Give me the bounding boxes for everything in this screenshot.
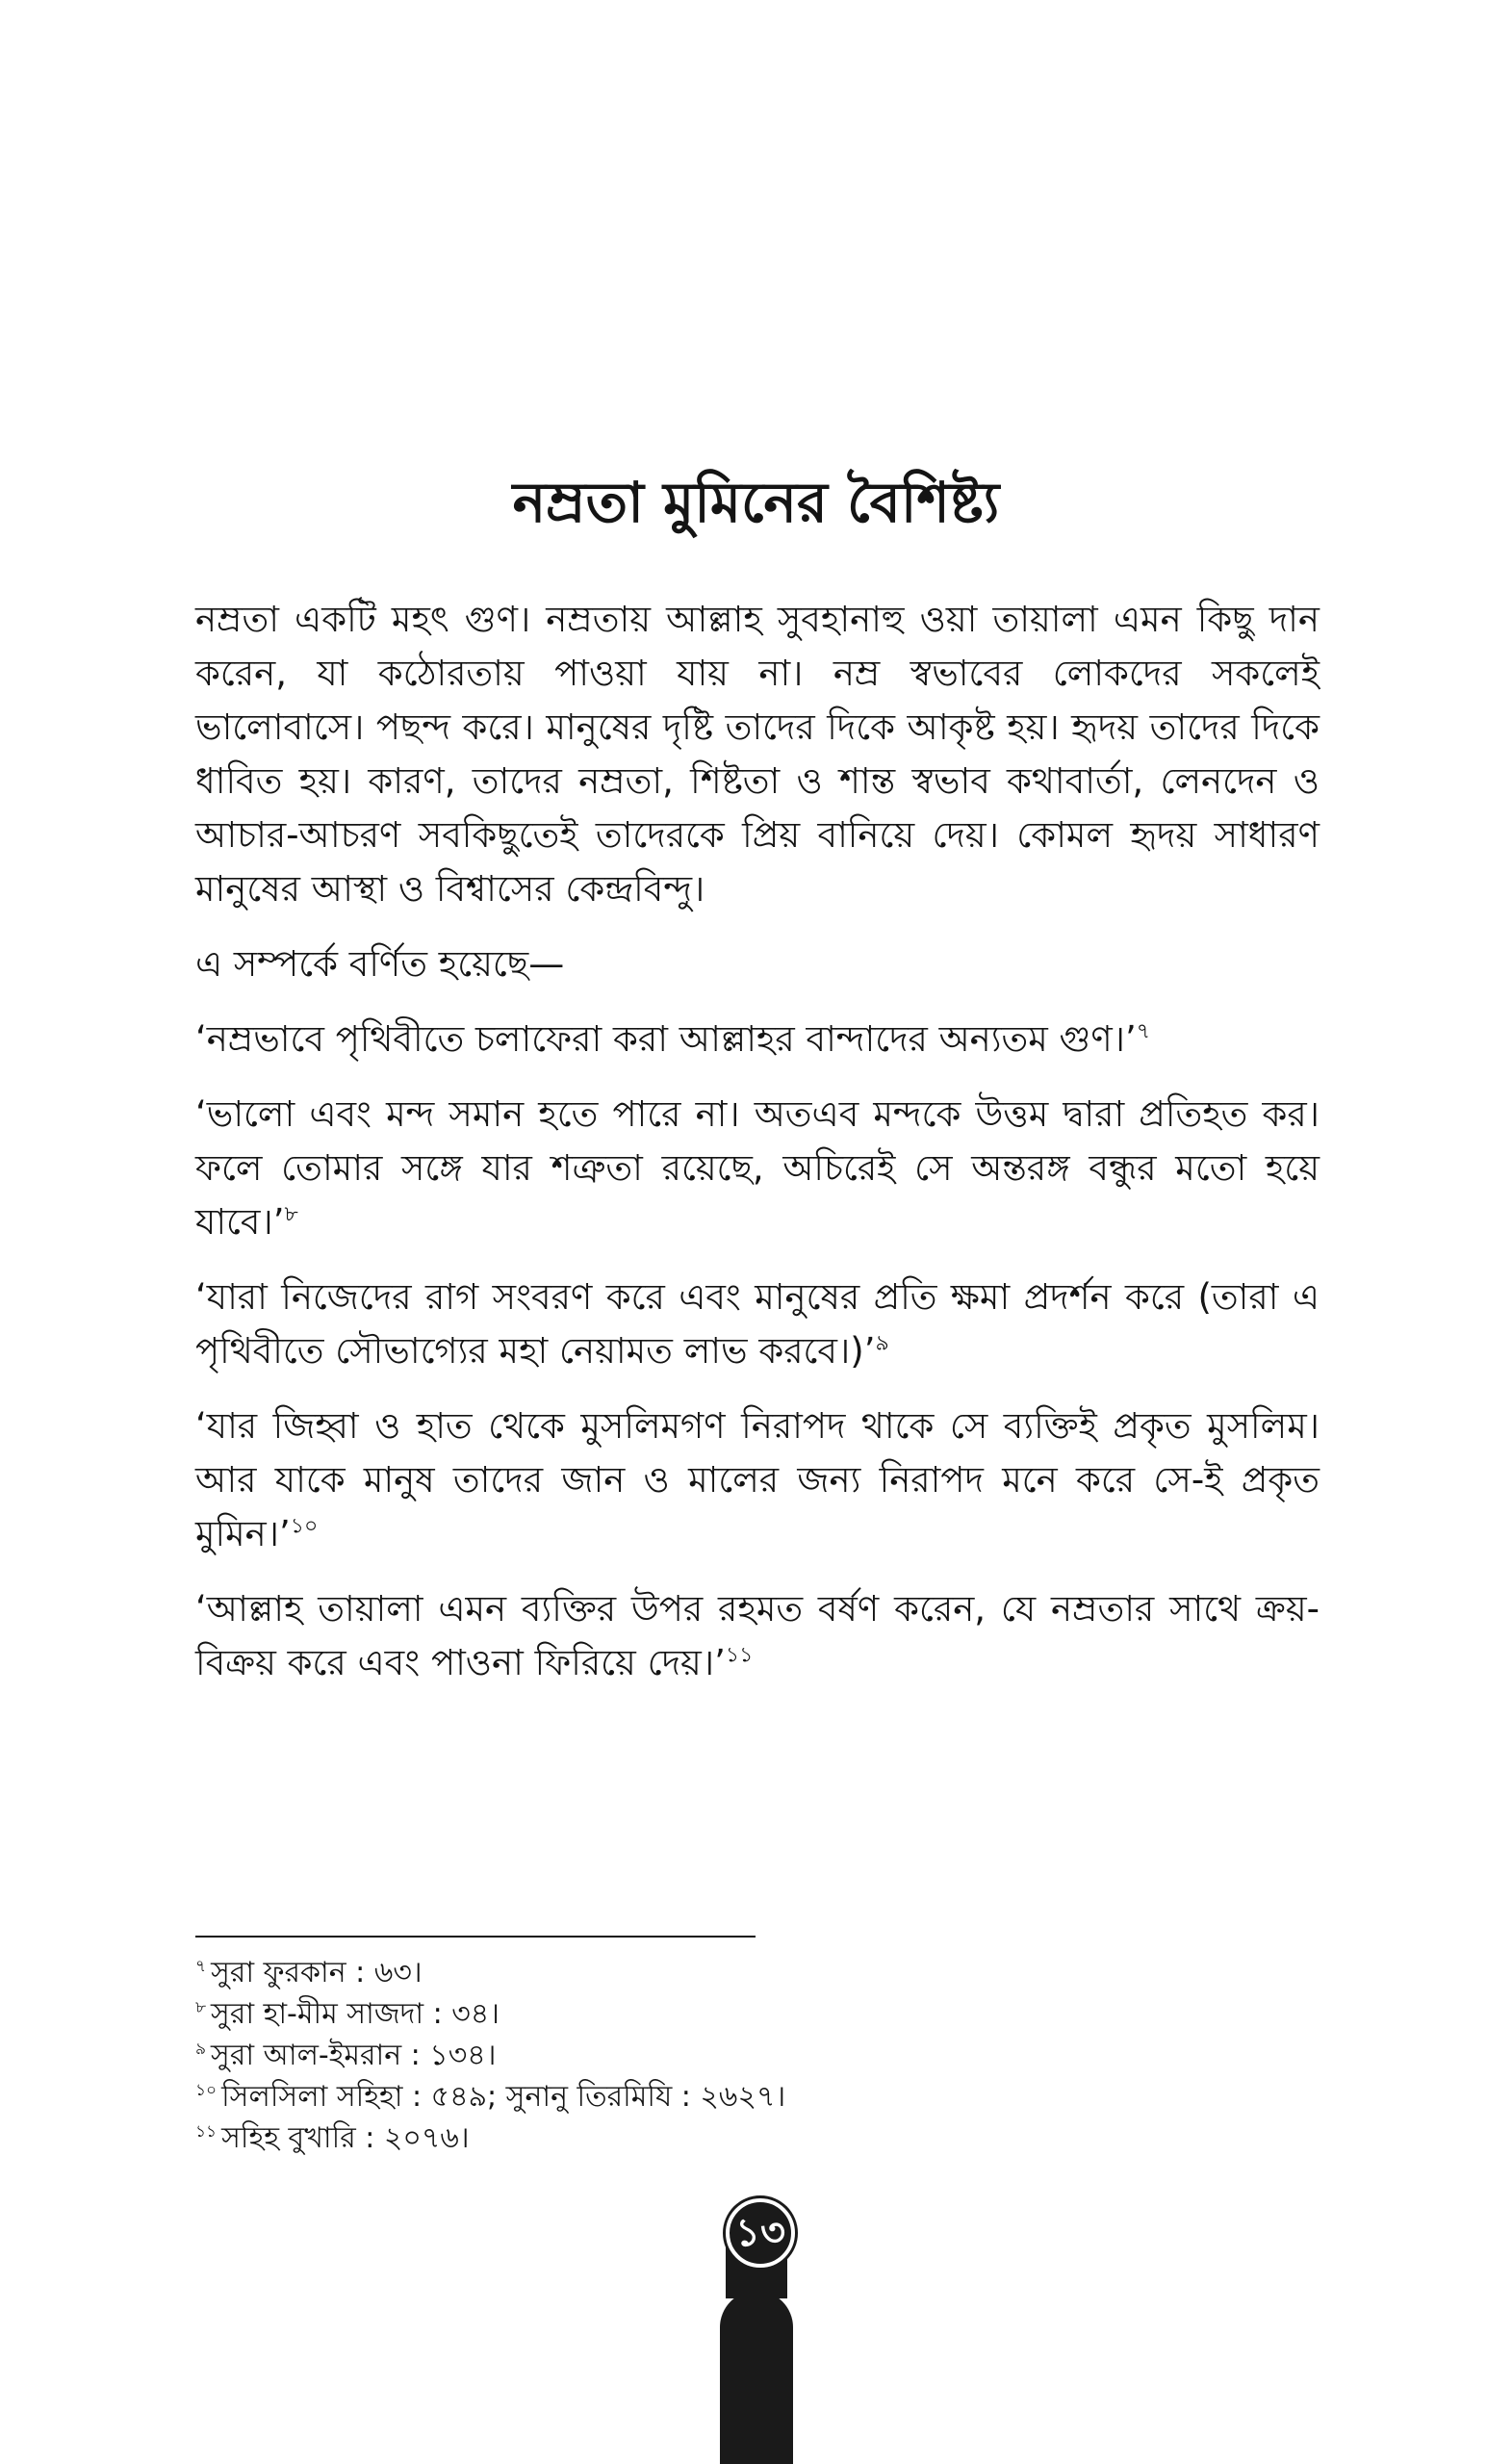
footnote-divider (195, 1936, 756, 1938)
footnote-ref[interactable]: ৭ (1136, 1019, 1151, 1044)
paragraph-text: এ সম্পর্কে বর্ণিত হয়েছে— (195, 943, 565, 985)
footnote-number: ৯ (195, 2040, 207, 2059)
quote-paragraph (195, 1270, 1320, 1378)
footnote-text: সুরা হা-মীম সাজদা : ৩৪। (211, 1997, 500, 2031)
footnote-text: সিলসিলা সহিহা : ৫৪৯; সুনানু তিরমিযি : ২৬২৭। (221, 2080, 786, 2114)
paragraph-text: ‘যারা নিজেদের রাগ সংবরণ করে এবং মানুষের প্রতি ক্ষমা প্রদর্শন করে (তারা এ পৃথিবীতে সৌভাগ্যের মহা নেয়ামত লাভ করবে।)’ (195, 1276, 1320, 1372)
footnote-text: সুরা আল-ইমরান : ১৩৪। (211, 2039, 497, 2072)
quote-paragraph (195, 1582, 1320, 1690)
page-number: ১৩ (726, 2198, 795, 2268)
footnote-item (195, 1952, 1320, 1993)
paragraph-text: নম্রতা একটি মহৎ গুণ। নম্রতায় আল্লাহ সুবহানাহু ওয়া তায়ালা এমন কিছু দান করেন, যা কঠোরতায় পাওয়া যায় না। নম্র স্বভাবের লোকদের সকলেই ভালোবাসে। পছন্দ করে। মানুষের দৃষ্টি তাদের দিকে আকৃষ্ট হয়। হৃদয় তাদের দিকে ধাবিত হয়। কারণ, তাদের নম্রতা, শিষ্টতা ও শান্ত স্বভাব কথাবার্তা, লেনদেন ও আচার-আচরণ সবকিছুতেই তাদেরকে প্রিয় বানিয়ে দেয়। কোমল হৃদয় সাধারণ মানুষের আস্থা ও বিশ্বাসের কেন্দ্রবিন্দু। (195, 599, 1320, 910)
paragraph-text: ‘যার জিহ্বা ও হাত থেকে মুসলিমগণ নিরাপদ থাকে সে ব্যক্তিই প্রকৃত মুসলিম। আর যাকে মানুষ তাদের জান ও মালের জন্য নিরাপদ মনে করে সে-ই প্রকৃত মুমিন।’ (195, 1405, 1320, 1554)
quote-paragraph (195, 1013, 1320, 1066)
paragraph-text: ‘আল্লাহ তায়ালা এমন ব্যক্তির উপর রহমত বর্ষণ করেন, যে নম্রতার সাথে ক্রয়-বিক্রয় করে এবং পাওনা ফিরিয়ে দেয়।’ (195, 1588, 1320, 1683)
footnote-item (195, 2076, 1320, 2118)
quote-paragraph (195, 1399, 1320, 1561)
footnote-number: ১১ (195, 2122, 218, 2142)
paragraph-intro (195, 593, 1320, 916)
footnote-text: সহিহ বুখারি : ২০৭৬। (221, 2121, 470, 2155)
page-tab-decoration (720, 2291, 793, 2464)
body-text (195, 593, 1320, 1711)
footnote-ref[interactable]: ১১ (725, 1643, 754, 1668)
quote-paragraph (195, 1088, 1320, 1249)
footnote-ref[interactable]: ১০ (290, 1514, 319, 1539)
footnote-number: ১০ (195, 2081, 218, 2100)
footnote-number: ৭ (195, 1957, 207, 1976)
footnote-number: ৮ (195, 1998, 207, 2017)
footnote-ref[interactable]: ৮ (284, 1202, 298, 1227)
paragraph-lead-in (195, 937, 1320, 991)
footnote-item (195, 2118, 1320, 2159)
footnote-text: সুরা ফুরকান : ৬৩। (211, 1956, 423, 1989)
footnotes (195, 1952, 1320, 2159)
footnote-item (195, 2035, 1320, 2076)
paragraph-text: ‘ভালো এবং মন্দ সমান হতে পারে না। অতএব মন্দকে উত্তম দ্বারা প্রতিহত কর। ফলে তোমার সঙ্গে যার শত্রুতা রয়েছে, অচিরেই সে অন্তরঙ্গ বন্ধুর মতো হয়ে যাবে।’ (195, 1093, 1320, 1243)
paragraph-text: ‘নম্রভাবে পৃথিবীতে চলাফেরা করা আল্লাহর বান্দাদের অন্যতম গুণ।’ (195, 1018, 1137, 1060)
chapter-title: নম্রতা মুমিনের বৈশিষ্ট্য (512, 470, 1000, 535)
footnote-ref[interactable]: ৯ (875, 1331, 889, 1356)
footnote-item (195, 1993, 1320, 2035)
